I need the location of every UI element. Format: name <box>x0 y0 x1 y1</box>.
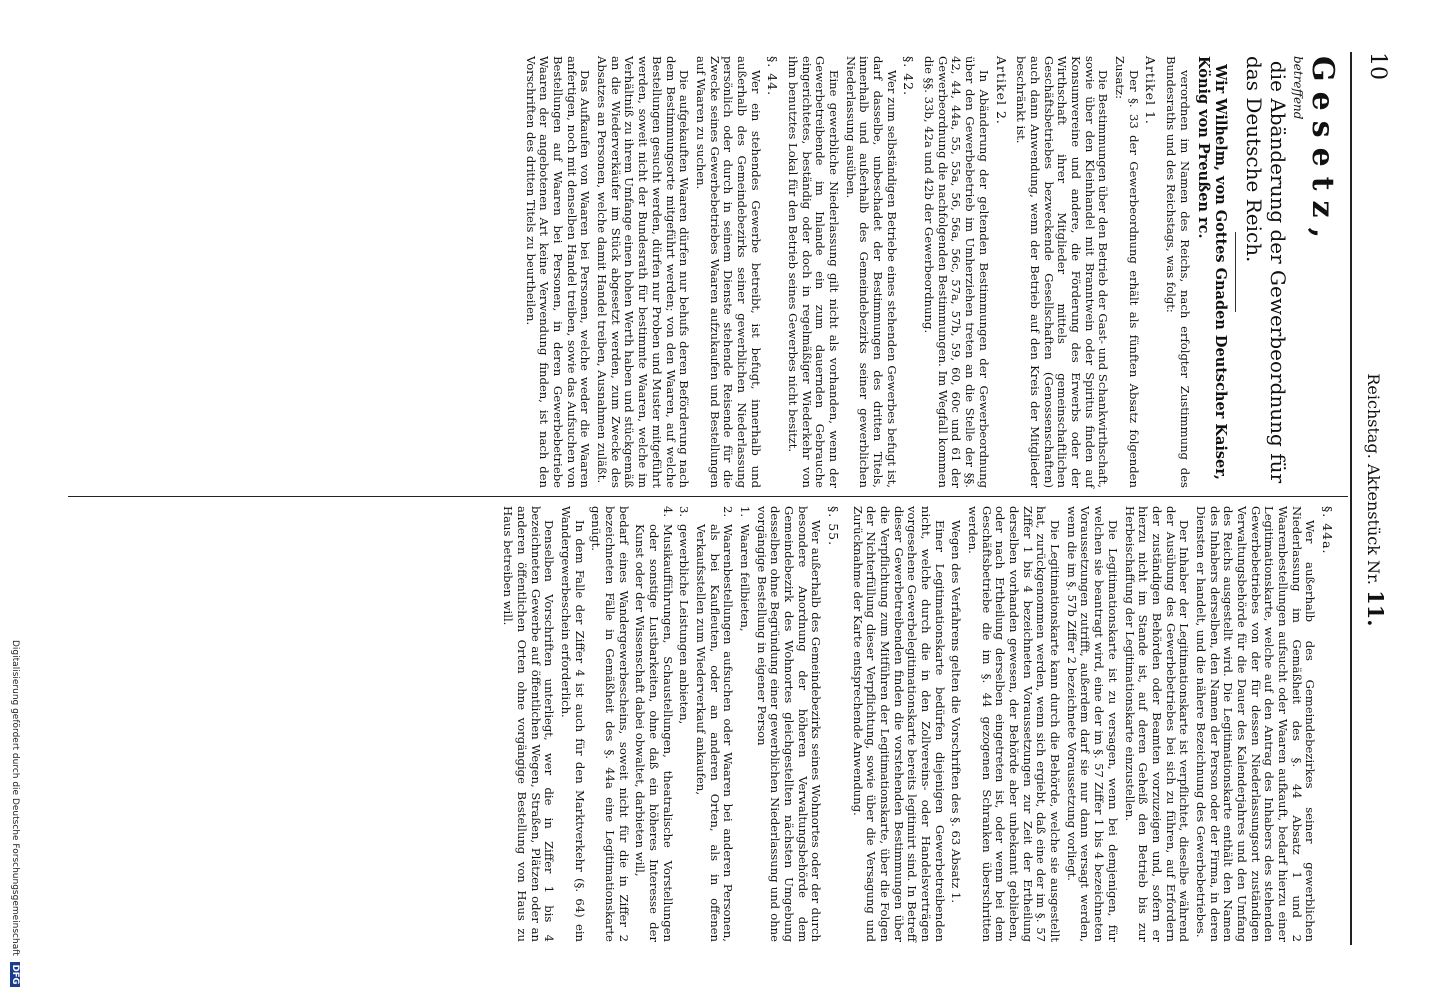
dfg-note-text: Digitalisierung gefördert durch die Deutsche Forschungsgemeinschaft <box>10 640 20 956</box>
section-44a-p1: Wer außerhalb des Gemeindebezirkes seiner gewerblichen Niederlassung im Gemäßheit des §. 44 Absatz 1 und 2 Waarenbestellungen aufsucht oder Waaren aufkauft, bedarf hierzu einer Legitimationskarte, welche auf den Antrag des Inhabers des stehenden Gewerbebetriebes von der für dessen Niederlassungsort zuständigen Verwaltungsbehörde für die Dauer des Kalenderjahres und den Umfang des Reichs ausgestellt wird. Die Legitimationskarte enthält den Namen des Inhabers derselben, den Namen der Person oder der Firma, in deren Diensten er handelt, und die nähere Bezeichnung des Gewerbebetriebes. <box>1193 506 1318 942</box>
section-55-item <box>633 506 674 942</box>
section-44-p3: Das Aufkaufen von Waaren bei Personen, welche weder die Waaren anfertigen, noch mit denselben Handel treiben, sowie das Aufsuchen von Bestellungen auf Waaren bei Personen, in deren Gewerbebetriebe Waaren der angebotenen Art keine Verwendung finden, ist nach den Vorschriften des dritten Titels zu beurtheilen. <box>523 56 593 488</box>
section-44-p2: Die aufgekauften Waaren dürfen nur behufs deren Beförderung nach dem Bestimmungsorte mitgeführt werden; von den Waaren, auf welche Bestellungen gesucht werden, dürfen nur Proben und Muster mitgeführt werden, soweit nicht der Bundesrath für bestimmte Waaren, welche im Verhältniß zu ihrem Umfange einen hohen Werth haben und stückgemäß an die Wiederverkäufer im Stück abgesetzt werden, zum Zwecke des Absatzes an Personen, welche damit Handel treiben, Ausnahmen zuläßt. <box>595 56 692 488</box>
left-column <box>520 56 1340 488</box>
article-2-title: Artikel 2. <box>993 56 1009 125</box>
dfg-footer-note <box>10 640 20 987</box>
law-title: Gesetz, <box>1305 56 1340 249</box>
dfg-logo-icon: DFG <box>10 962 20 988</box>
column-divider <box>68 496 1348 497</box>
item-number: 2. <box>721 506 736 518</box>
section-44a-p6: Einer Legitimationskarte bedürfen diejenigen Gewerbetreibenden nicht, welche durch die in den Zollvereins- oder Handelsverträgen vorgesehene Gewerbelegitimationskarte bereits legitimirt sind. In Betreff dieser Gewerbetreibenden finden die vorstehenden Bestimmungen über die Verpflichtung zum Mitführen der Legitimationskarte, über die Folgen der Nichterfüllung dieser Verpflichtung, sowie über die Versagung und Zurücknahme der Karte entsprechende Anwendung. <box>850 506 947 942</box>
title-divider <box>1235 232 1236 312</box>
section-44a-p5: Wegen des Verfahrens gelten die Vorschriften des §. 63 Absatz 1. <box>949 520 964 904</box>
law-subtitle: betreffend <box>1290 56 1305 120</box>
article-1-p1: Der §. 33 der Gewerbeordnung erhält als fünften Absatz folgenden Zusatz: <box>1112 56 1141 488</box>
section-42-title: §. 42. <box>901 56 917 97</box>
right-column <box>498 506 1340 942</box>
section-42-p1: Wer zum selbständigen Betriebe eines stehenden Gewerbes befugt ist, darf dasselbe, unbeschadet der Bestimmungen des dritten Titels, innerhalb und außerhalb des Gemeindebezirks seiner gewerblichen Niederlassung ausüben. <box>843 56 899 488</box>
item-text: Waarenbestellungen aufsuchen oder Waaren bei anderen Personen, als bei Kaufleuten, oder an anderen Orten, als in offenen Verkaufsstellen zum Wiederverkauf ankaufen, <box>693 524 736 942</box>
article-1-title: Artikel 1. <box>1143 56 1159 125</box>
header-title: Reichstag. Aktenstück Nr. <box>1364 373 1383 585</box>
section-55-p4: Denselben Vorschriften unterliegt, wer die in Ziffer 1 bis 4 bezeichneten Gewerbe auf öffentlichen Wegen, Straßen, Plätzen oder an anderen öffentlichen Orten ohne vorgängige Bestellung von Haus zu Haus betreiben will. <box>501 506 557 942</box>
section-55-p2: bedarf eines Wandergewerbescheins, soweit nicht für die in Ziffer 2 bezeichneten Fälle in Gemäßheit des §. 44a eine Legitimationskarte genügt. <box>589 506 631 942</box>
item-number: 4. <box>660 506 675 518</box>
section-44-title: §. 44. <box>765 56 781 97</box>
wilhelm-line: Wir Wilhelm, von Gottes Gnaden Deutscher Kaiser, König von Preußen rc. <box>1195 56 1230 480</box>
section-55-item <box>693 506 734 942</box>
header-rule <box>1350 52 1352 945</box>
item-number: 3. <box>677 506 692 518</box>
section-44a-title: §. 44a. <box>1320 506 1335 555</box>
header-number: 11. <box>1363 590 1388 627</box>
section-55-p3: In dem Falle der Ziffer 4 ist auch für den Marktverkehr (§. 64) ein Wandergewerbeschein erforderlich. <box>558 506 587 942</box>
item-text: gewerbliche Leistungen anbieten, <box>677 524 692 725</box>
section-44a-p2: Der Inhaber der Legitimationskarte ist verpflichtet, dieselbe während der Ausübung des Gewerbebetriebes bei sich zu führen, auf Erfordern der zuständigen Behörden oder Beamten vorzuzeigen und, sofern er hierzu nicht im Stande ist, auf deren Geheiß den Betrieb bis zur Herbeischaffung der Legitimationskarte einzustellen. <box>1122 506 1192 942</box>
article-1-p2: Die Bestimmungen über den Betrieb der Gast- und Schankwirthschaft, sowie über den Kleinhandel mit Branntwein oder Spiritus finden auf Konsumvereine und andere, die Förderung des Erwerbs oder der Wirthschaft ihrer Mitglieder mittels gemeinschaftlichen Geschäftsbetriebes bezweckende Gesellschaften (Genossenschaften) auch dann Anwendung, wenn der Betrieb auf den Kreis der Mitglieder beschränkt ist. <box>1014 56 1111 488</box>
section-55-item <box>677 506 691 942</box>
section-44a-p3: Die Legitimationskarte ist zu versagen, wenn bei demjenigen, für welchen sie beantragt wird, eine der im §. 57 Ziffer 1 bis 4 bezeichneten Voraussetzungen zutrifft, außerdem darf sie nur dann versagt werden, wenn die im §. 57b Ziffer 2 bezeichnete Voraussetzung vorliegt. <box>1064 506 1120 942</box>
item-number: 1. <box>737 506 752 518</box>
section-44-p1: Wer ein stehendes Gewerbe betreibt, ist befugt, innerhalb und außerhalb des Gemeindebezirks seiner gewerblichen Niederlassung persönlich oder durch in seinem Dienste stehende Reisende für die Zwecke seines Gewerbebetriebes Waaren aufzukaufen und Bestellungen auf Waaren zu suchen. <box>693 56 763 488</box>
running-header <box>1363 200 1388 800</box>
section-42-p2: Eine gewerbliche Niederlassung gilt nicht als vorhanden, wenn der Gewerbetreibende im Inlande ein zum dauernden Gebrauche eingerichtetes, beständig oder doch in regelmäßiger Wiederkehr von ihm benutztes Lokal für den Betrieb seines Gewerbes nicht besitzt. <box>785 56 841 488</box>
item-text: Waaren feilbieten, <box>737 524 752 632</box>
item-text: Musikaufführungen, Schaustellungen, theatralische Vorstellungen oder sonstige Lustbarkeiten, ohne daß ein höheres Interesse der Kunst oder der Wissenschaft dabei obwaltet, darbieten will, <box>633 524 675 942</box>
section-44a-p4: Die Legitimationskarte kann durch die Behörde, welche sie ausgestellt hat, zurückgenommen werden, wenn sich ergiebt, daß eine der im §. 57 Ziffer 1 bis 4 bezeichneten Voraussetzungen zur Zeit der Ertheilung derselben vorhanden gewesen, der Behörde aber unbekannt geblieben, oder nach Ertheilung derselben eingetreten ist, oder wenn bei dem Geschäftsbetriebe die im §. 44 gezogenen Schranken überschritten werden. <box>966 506 1063 942</box>
page-number: 10 <box>1365 52 1390 80</box>
decree-text: verordnen im Namen des Reichs, nach erfolgter Zustimmung des Bundesraths und des Reichstags, was folgt: <box>1164 56 1192 488</box>
section-55-p1: Wer außerhalb des Gemeindebezirks seines Wohnortes oder der durch besondere Anordnung der höheren Verwaltungsbehörde dem Gemeindebezirk des Wohnortes gleichgestellten nächsten Umgebung desselben ohne Begründung einer gewerblichen Niederlassung und ohne vorgängige Bestellung in eigener Person <box>754 506 824 942</box>
section-55-item <box>737 506 751 942</box>
article-2-p1: In Abänderung der geltenden Bestimmungen der Gewerbeordnung über den Gewerbebetrieb im Umherziehen treten an die Stelle der §§. 42, 44, 44a, 55, 55a, 56, 56a, 56c, 57a, 57b, 59, 60, 60c und 61 der Gewerbeordnung die nachfolgenden Bestimmungen. Im Wegfall kommen die §§. 33b, 42a und 42b der Gewerbeordnung. <box>922 56 991 488</box>
law-title-line: die Abänderung der Gewerbeordnung für das Deutsche Reich. <box>1242 56 1291 484</box>
section-55-title: §. 55. <box>826 506 842 547</box>
